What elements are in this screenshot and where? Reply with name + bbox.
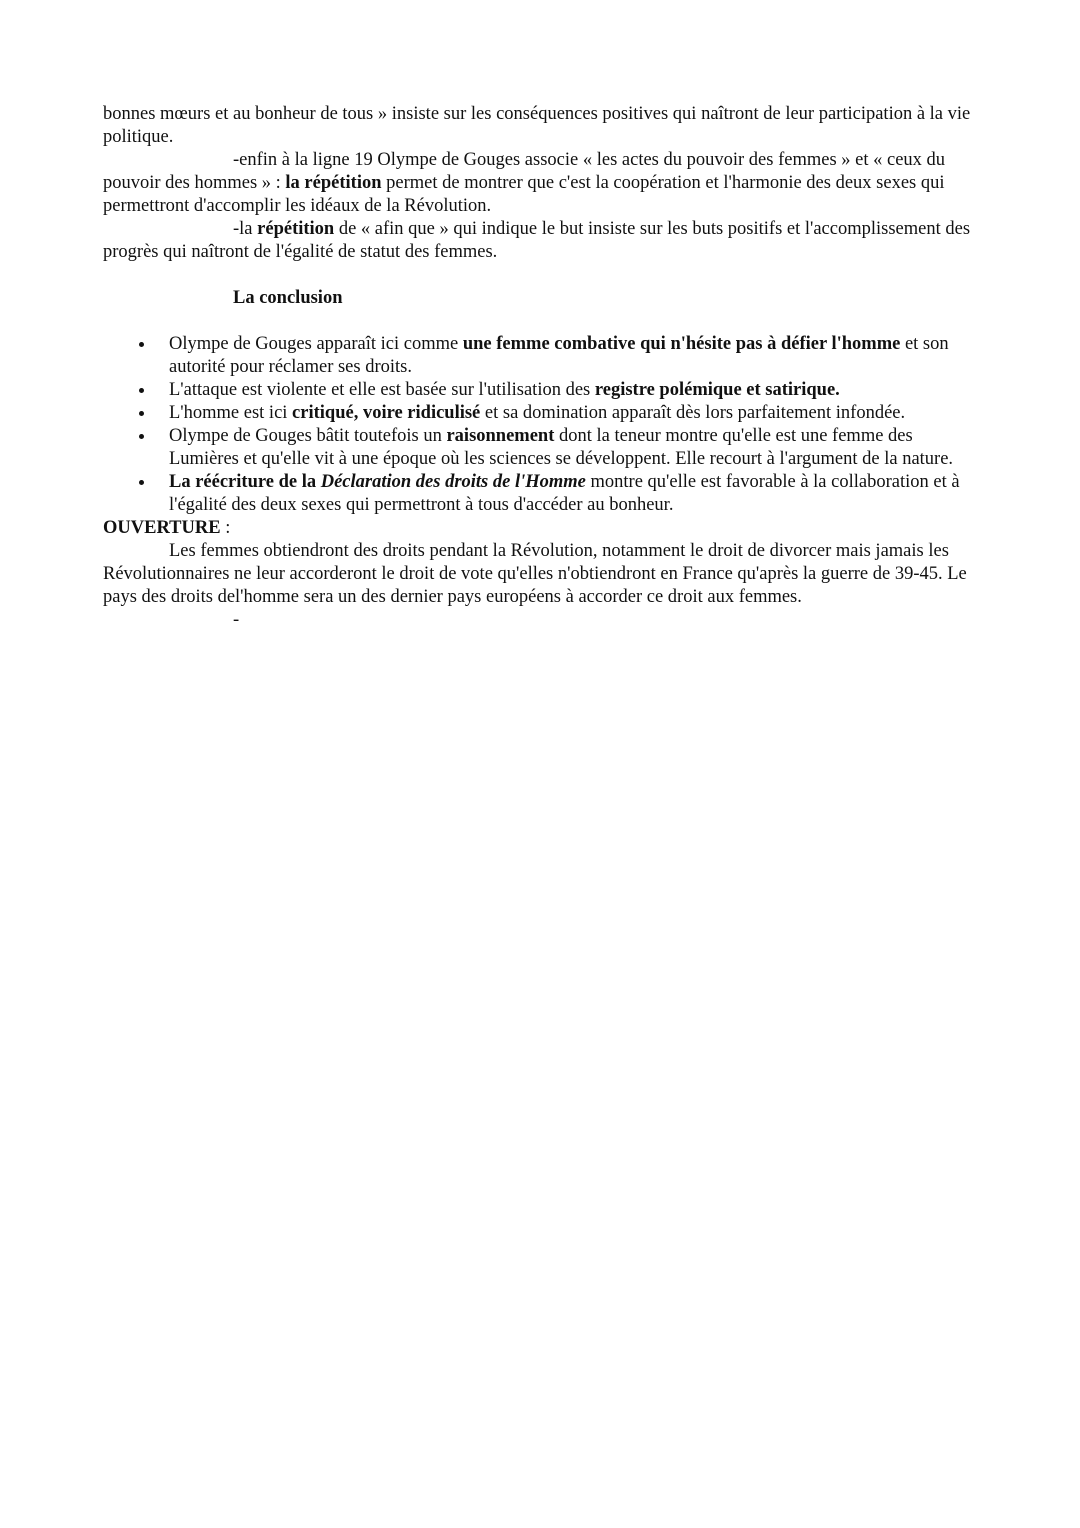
trailing-dash: - [233,610,240,630]
list-item: Olympe de Gouges apparaît ici comme une femme combative qui n'hésite pas à défier l'homme et son autorité pour réclamer ses droits. [103,333,983,379]
paragraph-afin-que [103,218,983,264]
emphasis: raisonnement [446,426,555,446]
paragraph-text: -enfin à la ligne 19 Olympe de Gouges associe « les actes du pouvoir des femmes » et « ceux du pouvoir des hommes » : [103,150,946,193]
list-item: L'homme est ici critiqué, voire ridiculisé et sa domination apparaît dès lors parfaitement infondée. [103,402,983,425]
bullet-icon [139,480,144,485]
ouverture-heading [103,517,983,540]
paragraph-ouverture [103,540,983,609]
emphasis: une femme combative qui n'hésite pas à défier l'homme [462,334,901,354]
bullet-icon [139,388,144,393]
list-item: La réécriture de la Déclaration des droits de l'Homme montre qu'elle est favorable à la collaboration et à l'égalité des deux sexes qui permettront à tous d'accéder au bonheur. [103,471,983,517]
document-body [103,103,983,632]
paragraph-text: permet de montrer que c'est la coopération et l'harmonie des deux sexes qui permettront d'accomplir les idéaux de la Révolution. [103,173,945,216]
list-item: L'attaque est violente et elle est basée sur l'utilisation des registre polémique et satirique. [103,379,983,402]
bullet-icon [139,411,144,416]
paragraph-text: -la [233,219,258,239]
emphasis-title: Déclaration des droits de l'Homme [320,472,586,492]
emphasis-repetition: répétition [257,219,335,239]
paragraph-text: Les femmes obtiendront des droits pendant la Révolution, notamment le droit de divorcer mais jamais les Révolutionnaires ne leur accorderont le droit de vote qu'elles n'obtiendront en France qu'après la guerre de 39-45. Le pays des droits del'homme sera un des dernier pays européens à accorder ce droit aux femmes. [103,541,967,607]
paragraph-enfin-ligne-19 [103,149,983,218]
paragraph-bonnes-moeurs [103,103,983,149]
conclusion-heading: La conclusion [233,288,343,308]
ouverture-label: OUVERTURE [103,518,221,538]
list-item: Olympe de Gouges bâtit toutefois un raisonnement dont la teneur montre qu'elle est une femme des Lumières et qu'elle vit à une époque où les sciences se développent. Elle recourt à l'argument de la nature. [103,425,983,471]
paragraph-text: bonnes mœurs et au bonheur de tous » insiste sur les conséquences positives qui naîtront de leur participation à la vie politique. [103,104,971,147]
emphasis: registre polémique et satirique. [594,380,840,400]
ouverture-colon: : [220,518,231,538]
emphasis-repetition: la répétition [285,173,382,193]
bullet-icon [139,342,144,347]
emphasis: La réécriture de la [169,472,321,492]
conclusion-bullet-list [103,333,983,517]
bullet-icon [139,434,144,439]
paragraph-text: de « afin que » qui indique le but insiste sur les buts positifs et l'accomplissement des progrès qui naîtront de l'égalité de statut des femmes. [103,219,971,262]
emphasis: critiqué, voire ridiculisé [292,403,481,423]
